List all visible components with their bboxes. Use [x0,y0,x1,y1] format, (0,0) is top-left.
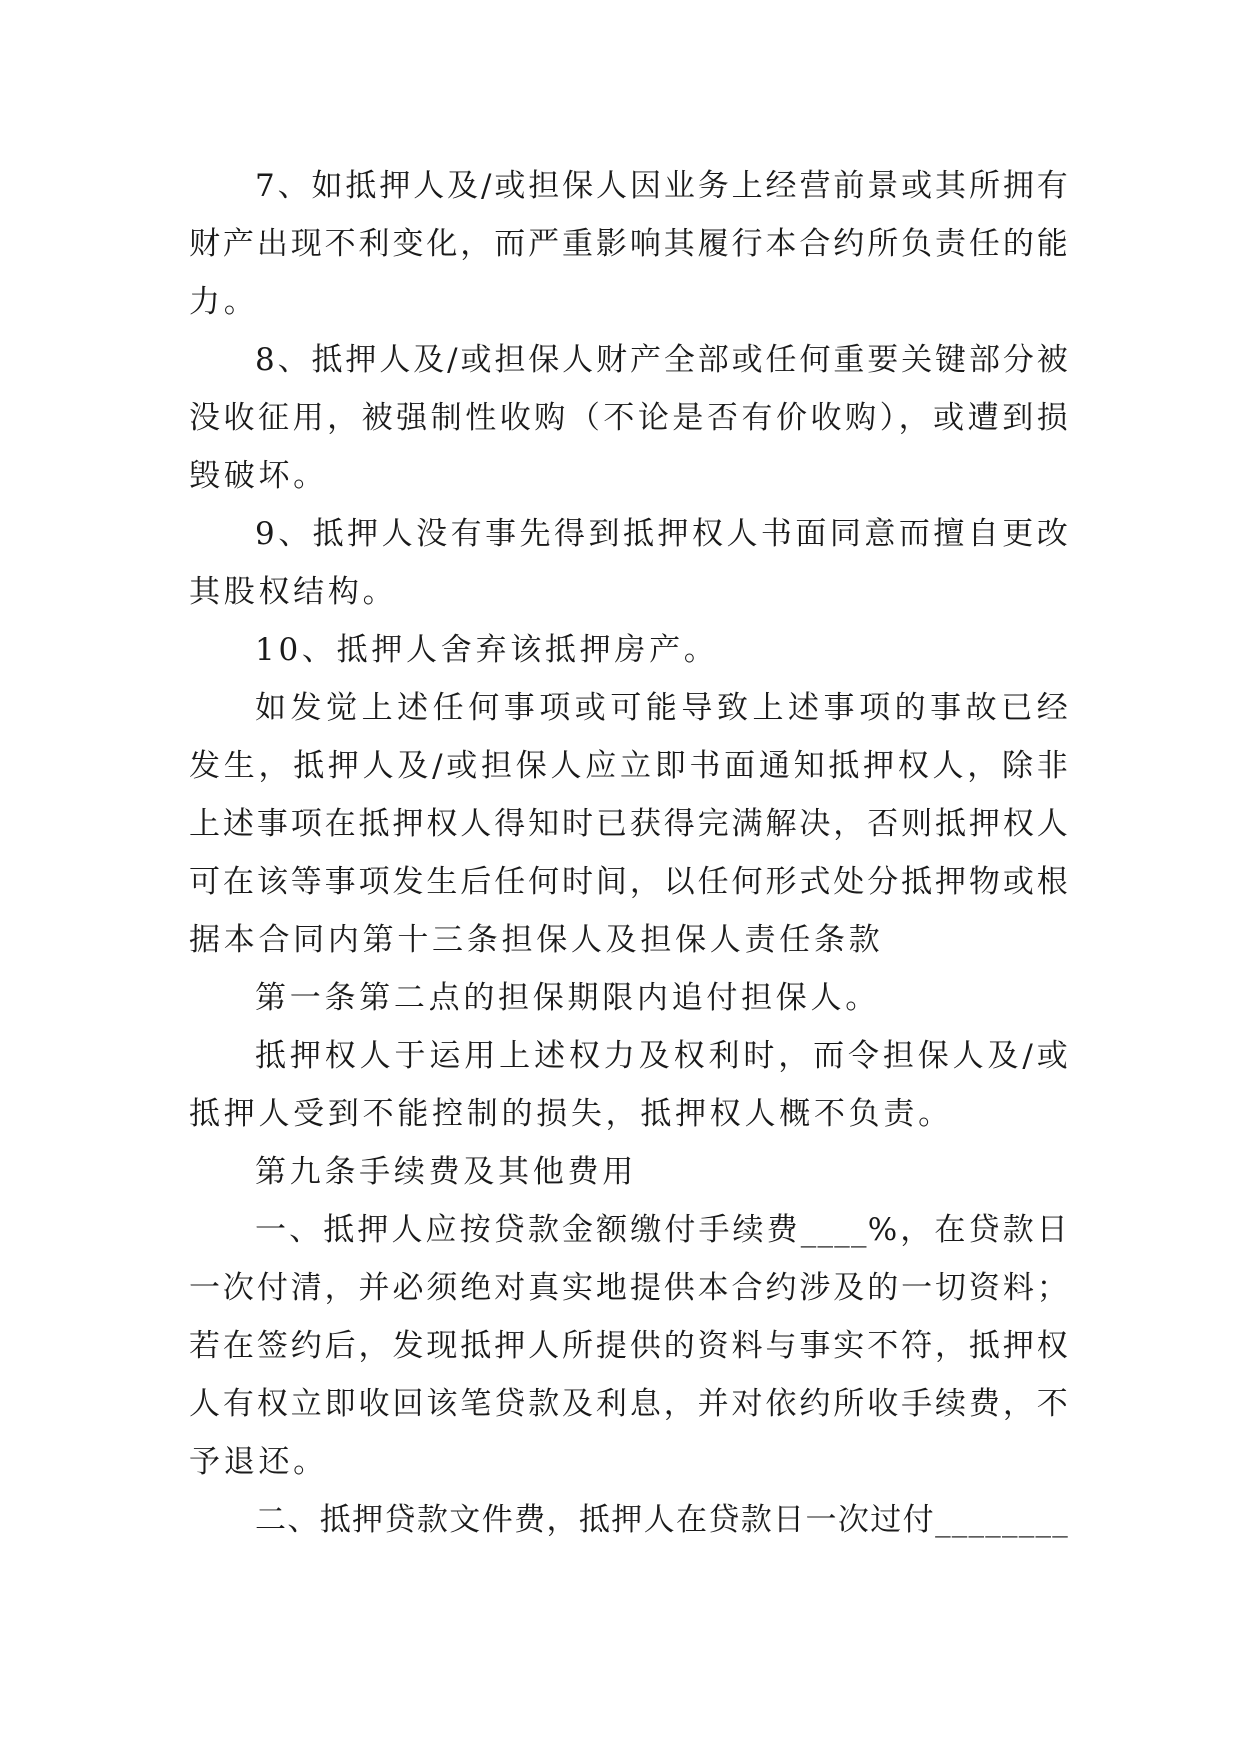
notice-paragraph-line-2: 发生，抵押人及/或担保人应立即书面通知抵押权人，除非 [189,748,1069,784]
liability-paragraph-line-2: 抵押人受到不能控制的损失，抵押权人概不负责。 [189,1096,953,1132]
article-9-heading: 第九条手续费及其他费用 [255,1154,637,1190]
notice-paragraph-line-5: 据本合同内第十三条担保人及担保人责任条款 [189,922,884,958]
notice-paragraph-line-1: 如发觉上述任何事项或可能导致上述事项的事故已经 [255,690,1069,726]
fee-item-1-line-3: 若在签约后，发现抵押人所提供的资料与事实不符，抵押权 [189,1328,1069,1364]
fee-item-1-line-4: 人有权立即收回该笔贷款及利息，并对依约所收手续费，不 [189,1386,1069,1422]
clause-8-line-3: 毁破坏。 [189,458,328,494]
clause-7-line-2: 财产出现不利变化，而严重影响其履行本合约所负责任的能 [189,226,1069,262]
notice-paragraph-line-3: 上述事项在抵押权人得知时已获得完满解决，否则抵押权人 [189,806,1069,842]
clause-7-line-3: 力。 [189,284,259,320]
clause-9-line-1: 9、抵押人没有事先得到抵押权人书面同意而擅自更改 [255,516,1069,552]
clause-8-line-2: 没收征用，被强制性收购（不论是否有价收购），或遭到损 [189,400,1069,436]
guarantee-line: 第一条第二点的担保期限内追付担保人。 [255,980,880,1016]
fee-item-2-line-1: 二、抵押贷款文件费，抵押人在贷款日一次过付________ [255,1502,1069,1538]
fee-item-1-line-5: 予退还。 [189,1444,328,1480]
clause-8-line-1: 8、抵押人及/或担保人财产全部或任何重要关键部分被 [255,342,1069,378]
notice-paragraph-line-4: 可在该等事项发生后任何时间，以任何形式处分抵押物或根 [189,864,1069,900]
clause-9-line-2: 其股权结构。 [189,574,398,610]
clause-7-line-1: 7、如抵押人及/或担保人因业务上经营前景或其所拥有 [255,168,1069,204]
liability-paragraph-line-1: 抵押权人于运用上述权力及权利时，而令担保人及/或 [255,1038,1069,1074]
clause-10-line-1: 10、抵押人舍弃该抵押房产。 [255,632,719,668]
fee-item-1-line-1: 一、抵押人应按贷款金额缴付手续费____%，在贷款日 [255,1212,1069,1248]
fee-item-1-line-2: 一次付清，并必须绝对真实地提供本合约涉及的一切资料； [189,1270,1069,1306]
